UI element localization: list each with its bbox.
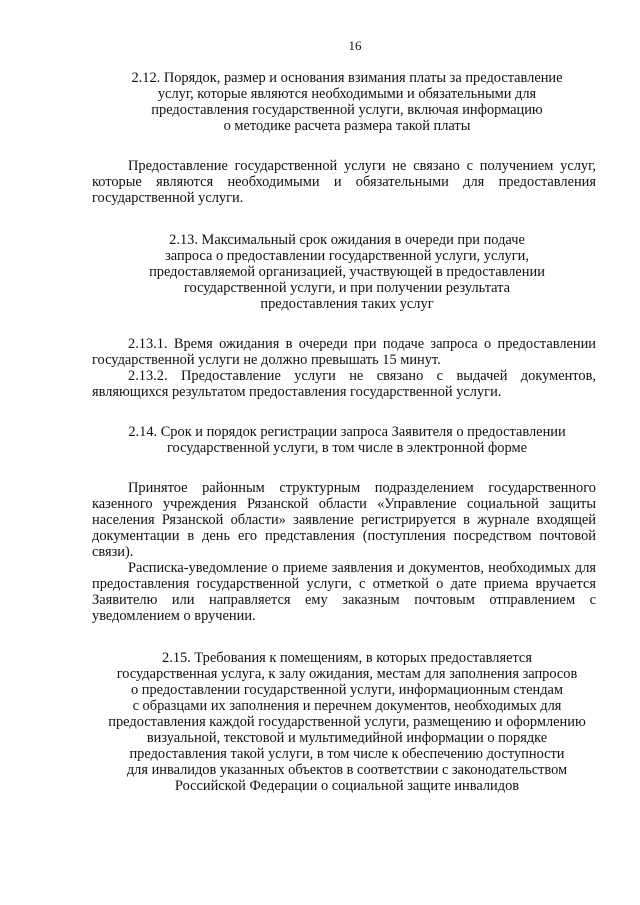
section-heading-2-12 bbox=[92, 70, 596, 134]
heading-line: о методике расчета размера такой платы bbox=[223, 118, 471, 134]
section-heading-2-13 bbox=[92, 232, 596, 312]
paragraph-2-13-1: 2.13.1. Время ожидания в очереди при подаче запроса о предоставлении государственной услуги не должно превышать 15 минут. bbox=[92, 336, 596, 368]
paragraph-2-12: Предоставление государственной услуги не связано с получением услуг, которые являются необходимыми и обязательными для предоставления государственной услуги. bbox=[92, 158, 596, 206]
heading-line: государственной услуги, в том числе в электронной форме bbox=[167, 440, 527, 456]
heading-line: предоставления такой услуги, в том числе к обеспечению доступности bbox=[129, 746, 565, 762]
heading-line: предоставляемой организацией, участвующей в предоставлении bbox=[149, 264, 545, 280]
heading-line: для инвалидов указанных объектов в соответствии с законодательством bbox=[126, 762, 568, 778]
heading-line: государственная услуга, к залу ожидания, местам для заполнения запросов bbox=[116, 666, 578, 682]
heading-line: предоставления государственной услуги, включая информацию bbox=[151, 102, 543, 118]
heading-line: визуальной, текстовой и мультимедийной информации о порядке bbox=[146, 730, 548, 746]
heading-line: запроса о предоставлении государственной услуги, услуги, bbox=[165, 248, 529, 264]
heading-line: предоставления таких услуг bbox=[260, 296, 434, 312]
paragraph-2-14-2: Расписка-уведомление о приеме заявления и документов, необходимых для предоставления государственной услуги, с отметкой о дате приема вручается Заявителю или направляется ему заказным почтовым отправлением с уведомлением о вручении. bbox=[92, 560, 596, 624]
section-heading-2-14 bbox=[92, 424, 596, 456]
heading-line: предоставления каждой государственной услуги, размещению и оформлению bbox=[108, 714, 586, 730]
heading-line: 2.12. Порядок, размер и основания взимания платы за предоставление bbox=[131, 70, 563, 86]
heading-line: услуг, которые являются необходимыми и обязательными для bbox=[157, 86, 537, 102]
page-number: 16 bbox=[348, 38, 362, 53]
heading-line: 2.15. Требования к помещениям, в которых предоставляется bbox=[162, 650, 532, 666]
heading-line: государственной услуги, и при получении результата bbox=[183, 280, 511, 296]
paragraph-2-13-2: 2.13.2. Предоставление услуги не связано с выдачей документов, являющихся результатом предоставления государственной услуги. bbox=[92, 368, 596, 400]
section-heading-2-15 bbox=[92, 650, 596, 794]
heading-line: 2.13. Максимальный срок ожидания в очереди при подаче bbox=[169, 232, 525, 248]
heading-line: 2.14. Срок и порядок регистрации запроса Заявителя о предоставлении bbox=[128, 424, 566, 440]
heading-line: с образцами их заполнения и перечнем документов, необходимых для bbox=[132, 698, 562, 714]
heading-line: о предоставлении государственной услуги, информационным стендам bbox=[130, 682, 564, 698]
heading-line: Российской Федерации о социальной защите инвалидов bbox=[174, 778, 520, 794]
paragraph-2-14-1: Принятое районным структурным подразделением государственного казенного учреждения Рязанской области «Управление социальной защиты населения Рязанской области» заявление регистрируется в журнале входящей документации в день его представления (поступления посредством почтовой связи). bbox=[92, 480, 596, 560]
